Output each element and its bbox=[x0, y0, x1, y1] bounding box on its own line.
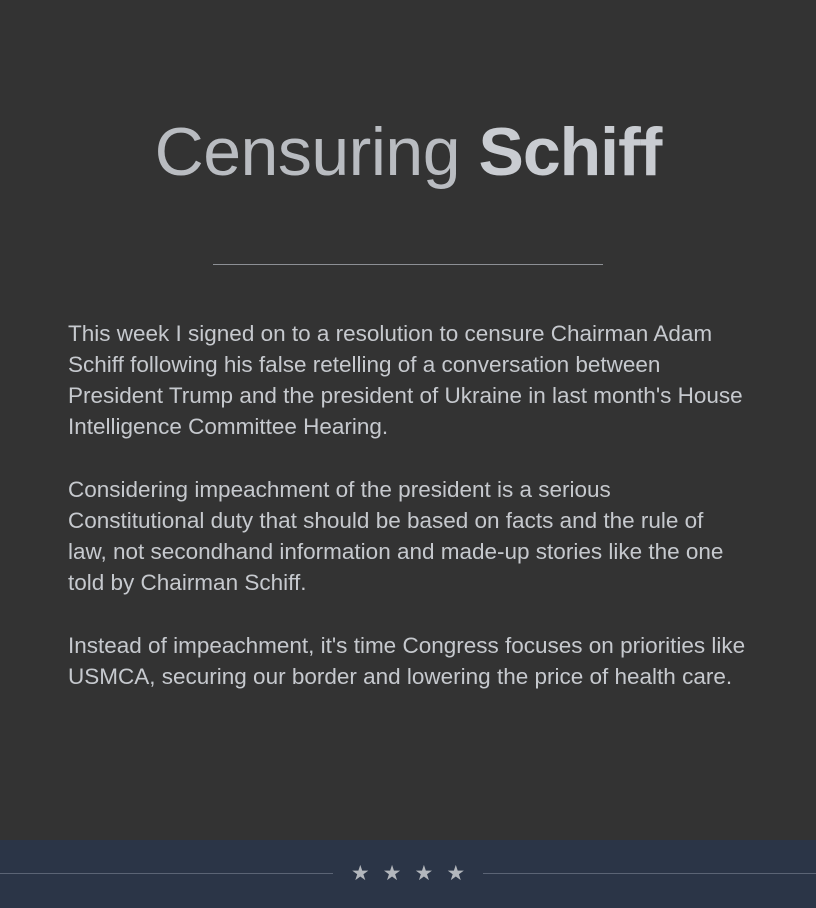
paragraph: Considering impeachment of the president is a serious Constitutional duty that should be based on facts and the rule of law, not secondhand information and made-up stories like the one told by Chairman Schiff. bbox=[68, 476, 724, 595]
page-root bbox=[0, 46, 816, 908]
footer-rule-left bbox=[0, 873, 333, 874]
star-group bbox=[333, 863, 483, 884]
body-copy bbox=[68, 265, 748, 692]
page-title bbox=[0, 46, 816, 190]
horizontal-rule bbox=[213, 264, 603, 265]
star-icon: ★ bbox=[414, 862, 434, 886]
star-icon: ★ bbox=[382, 862, 402, 886]
footer-rule-right bbox=[483, 873, 816, 874]
paragraph: Instead of impeachment, it's time Congress focuses on priorities like USMCA, securing our border and lowering the price of health care. bbox=[68, 632, 746, 689]
page-title-emphasis: Schiff bbox=[478, 113, 662, 190]
star-icon: ★ bbox=[350, 862, 370, 886]
page-title-plain: Censuring bbox=[154, 113, 461, 190]
footer-bar bbox=[0, 840, 816, 908]
star-icon: ★ bbox=[446, 862, 466, 886]
paragraph: This week I signed on to a resolution to censure Chairman Adam Schiff following his false retelling of a conversation between President Trump and the president of Ukraine in last month's House Intelligence Committee Hearing. bbox=[68, 320, 743, 439]
